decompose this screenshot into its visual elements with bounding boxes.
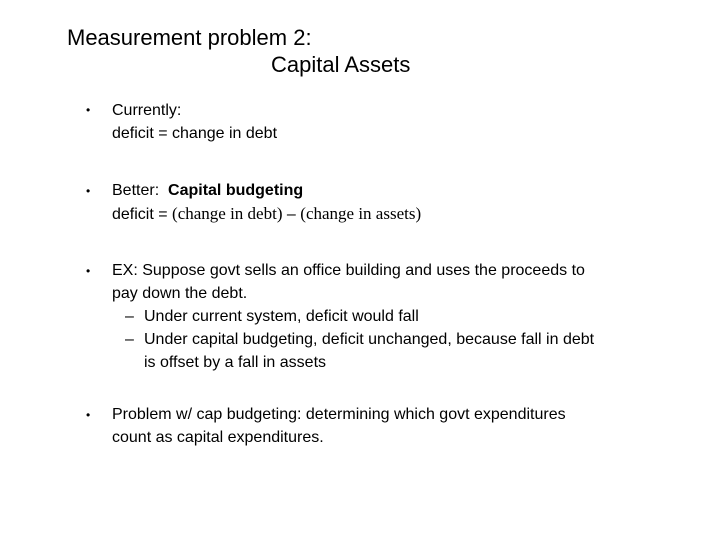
bullet-text [112, 202, 672, 226]
bullet-item-problem [112, 403, 672, 449]
bullet-text: Problem w/ cap budgeting: determining which govt expenditures [112, 406, 566, 423]
formula-lhs: deficit = [112, 206, 173, 223]
formula-minus: – [282, 206, 301, 223]
slide-title: Measurement problem 2: [67, 25, 312, 50]
sub-bullet-text: is offset by a fall in assets [144, 354, 327, 371]
sub-bullet-capital-budgeting [112, 328, 672, 351]
bullet-marker: • [86, 264, 91, 278]
formula-term-debt: (change in debt) [172, 204, 283, 223]
bullet-text: EX: Suppose govt sells an office building and uses the proceeds to [112, 262, 585, 279]
bullet-text-emphasis: Capital budgeting [168, 182, 304, 199]
bullet-item-example [112, 259, 672, 374]
bullet-text: count as capital expenditures. [112, 429, 324, 446]
sub-bullet-dash: – [125, 331, 134, 348]
slide-subtitle: Capital Assets [271, 52, 411, 77]
sub-bullet-text: Under current system, deficit would fall [144, 308, 419, 325]
bullet-item-better [112, 179, 672, 226]
bullet-text: deficit = change in debt [112, 125, 278, 142]
bullet-marker: • [86, 408, 91, 422]
bullet-item-currently [112, 99, 672, 145]
formula-term-assets: (change in assets) [300, 204, 422, 223]
sub-bullet-dash: – [125, 308, 134, 325]
bullet-text: Currently: [112, 102, 182, 119]
sub-bullet-current-system [112, 305, 672, 328]
bullet-marker: • [86, 103, 91, 117]
sub-bullet-text: Under capital budgeting, deficit unchanged, because fall in debt [144, 331, 595, 348]
bullet-text-prefix: Better: [112, 182, 169, 199]
bullet-text [112, 179, 672, 202]
bullet-marker: • [86, 184, 91, 198]
bullet-text: pay down the debt. [112, 285, 248, 302]
